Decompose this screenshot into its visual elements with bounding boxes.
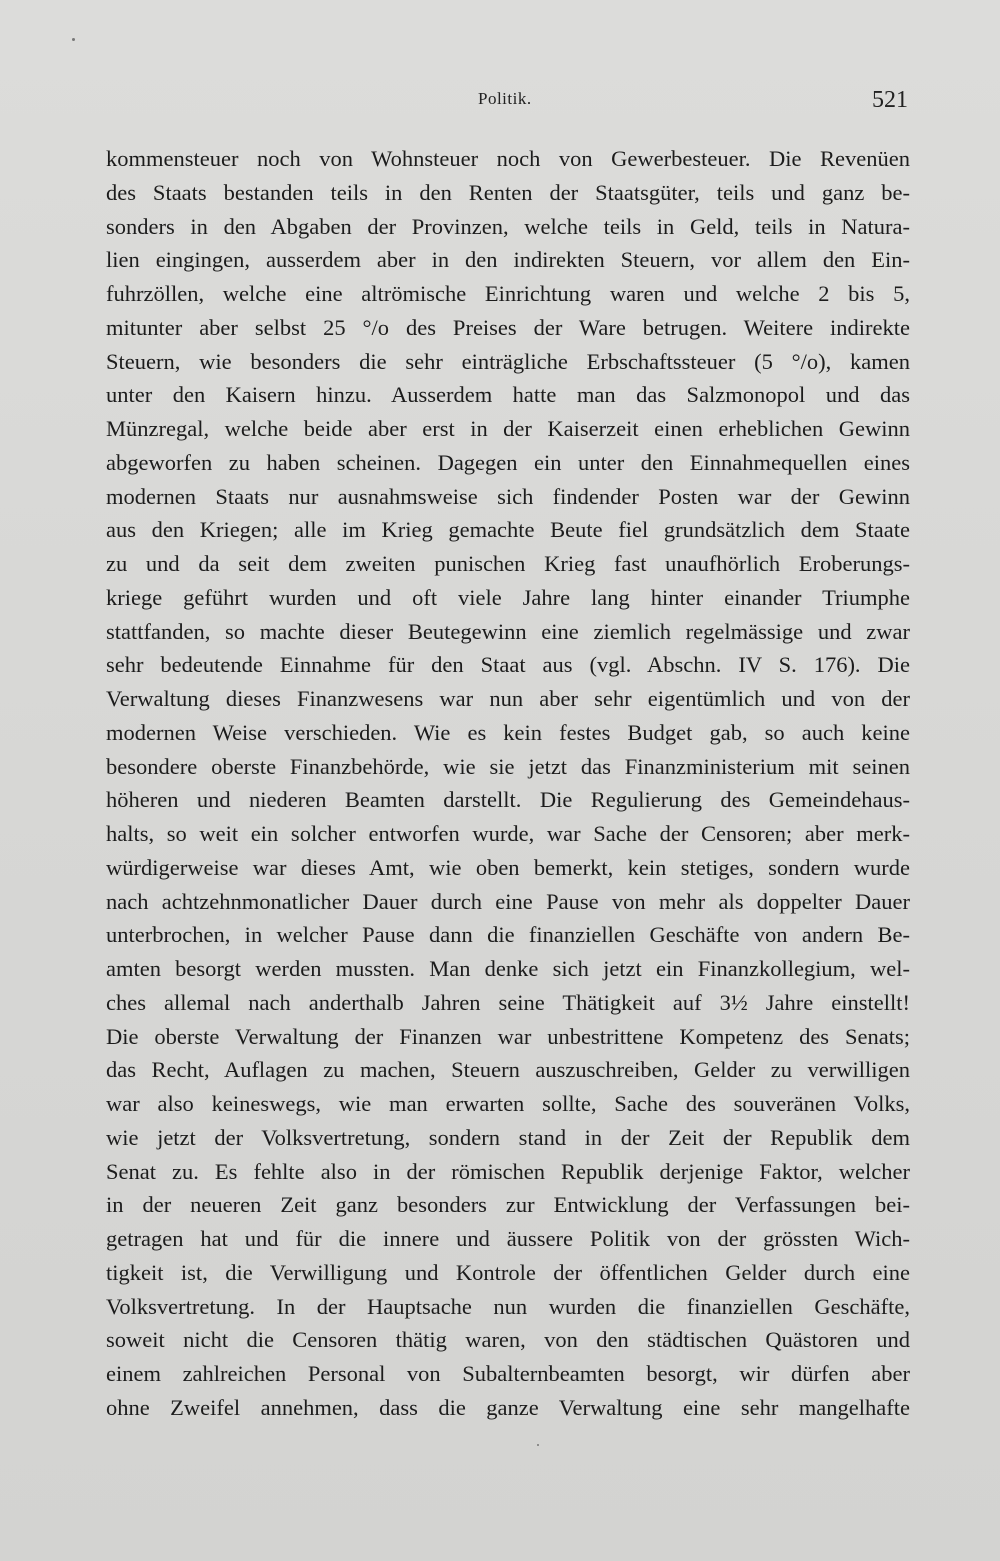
text-line: Steuern, wie besonders die sehr einträgliche Erbschaftssteuer (5 °/o), kamen xyxy=(106,348,910,374)
text-line: unterbrochen, in welcher Pause dann die finanziellen Geschäfte von andern Be- xyxy=(106,922,910,948)
text-line: wie jetzt der Volksvertretung, sondern stand in der Zeit der Republik dem xyxy=(106,1124,910,1150)
text-line: fuhrzöllen, welche eine altrömische Einrichtung waren und welche 2 bis 5, xyxy=(106,281,910,306)
text-line: stattfanden, so machte dieser Beutegewinn eine ziemlich regelmässige und zwar xyxy=(106,618,910,644)
text-line: aus den Kriegen; alle im Krieg gemachte Beute fiel grundsätzlich dem Staate xyxy=(106,517,910,543)
text-line: soweit nicht die Censoren thätig waren, von den städtischen Quästoren und xyxy=(106,1327,910,1353)
text-line: des Staats bestanden teils in den Renten der Staatsgüter, teils und ganz be- xyxy=(106,179,910,205)
text-line: mitunter aber selbst 25 °/o des Preises der Ware betrugen. Weitere indirekte xyxy=(106,314,910,340)
text-line: zu und da seit dem zweiten punischen Krieg fast unaufhörlich Eroberungs- xyxy=(106,551,910,576)
text-line: abgeworfen zu haben scheinen. Dagegen ein unter den Einnahmequellen eines xyxy=(106,449,910,475)
running-header: Politik. xyxy=(478,89,532,108)
text-line: würdigerweise war dieses Amt, wie oben bemerkt, kein stetiges, sondern wurde xyxy=(106,854,910,880)
text-line: Senat zu. Es fehlte also in der römischen Republik derjenige Faktor, welcher xyxy=(106,1158,910,1184)
text-line: war also keineswegs, wie man erwarten sollte, Sache des souveränen Volks, xyxy=(106,1091,910,1116)
page-speck xyxy=(72,38,75,41)
text-line: Die oberste Verwaltung der Finanzen war unbestrittene Kompetenz des Senats; xyxy=(106,1023,910,1049)
text-line: Verwaltung dieses Finanzwesens war nun aber sehr eigentümlich und von der xyxy=(106,686,910,711)
text-line: Volksvertretung. In der Hauptsache nun wurden die finanziellen Geschäfte, xyxy=(106,1293,910,1319)
text-line: modernen Staats nur ausnahmsweise sich findender Posten war der Gewinn xyxy=(106,483,910,509)
text-line: amten besorgt werden mussten. Man denke sich jetzt ein Finanzkollegium, wel- xyxy=(106,956,910,981)
text-line: Münzregal, welche beide aber erst in der Kaiserzeit einen erheblichen Gewinn xyxy=(106,416,910,441)
text-line: sehr bedeutende Einnahme für den Staat aus (vgl. Abschn. IV S. 176). Die xyxy=(106,652,910,678)
text-line: tigkeit ist, die Verwilligung und Kontrole der öffentlichen Gelder durch eine xyxy=(106,1259,910,1285)
text-line: in der neueren Zeit ganz besonders zur Entwicklung der Verfassungen bei- xyxy=(106,1192,910,1218)
text-line: nach achtzehnmonatlicher Dauer durch eine Pause von mehr als doppelter Dauer xyxy=(106,888,910,914)
text-line: besondere oberste Finanzbehörde, wie sie jetzt das Finanzministerium mit seinen xyxy=(106,753,910,779)
text-line: einem zahlreichen Personal von Subalternbeamten besorgt, wir dürfen aber xyxy=(106,1361,910,1386)
text-line: höheren und niederen Beamten darstellt. Die Regulierung des Gemeindehaus- xyxy=(106,787,910,813)
text-line: unter den Kaisern hinzu. Ausserdem hatte man das Salzmonopol und das xyxy=(106,382,910,408)
text-line: modernen Weise verschieden. Wie es kein festes Budget gab, so auch keine xyxy=(106,719,910,745)
page-speck xyxy=(537,1444,539,1446)
text-line: getragen hat und für die innere und äussere Politik von der grössten Wich- xyxy=(106,1226,910,1251)
text-line: ches allemal nach anderthalb Jahren seine Thätigkeit auf 3½ Jahre einstellt! xyxy=(106,989,910,1015)
text-line: sonders in den Abgaben der Provinzen, welche teils in Geld, teils in Natura- xyxy=(106,213,910,239)
text-line: ohne Zweifel annehmen, dass die ganze Verwaltung eine sehr mangelhafte xyxy=(106,1394,910,1420)
text-line: das Recht, Auflagen zu machen, Steuern auszuschreiben, Gelder zu verwilligen xyxy=(106,1057,910,1083)
page-number: 521 xyxy=(872,87,908,113)
text-line: halts, so weit ein solcher entworfen wurde, war Sache der Censoren; aber merk- xyxy=(106,821,910,846)
text-line: kriege geführt wurden und oft viele Jahre lang hinter einander Triumphe xyxy=(106,584,910,610)
text-line: lien eingingen, ausserdem aber in den indirekten Steuern, vor allem den Ein- xyxy=(106,247,910,273)
text-line: kommensteuer noch von Wohnsteuer noch von Gewerbesteuer. Die Revenüen xyxy=(106,146,910,171)
